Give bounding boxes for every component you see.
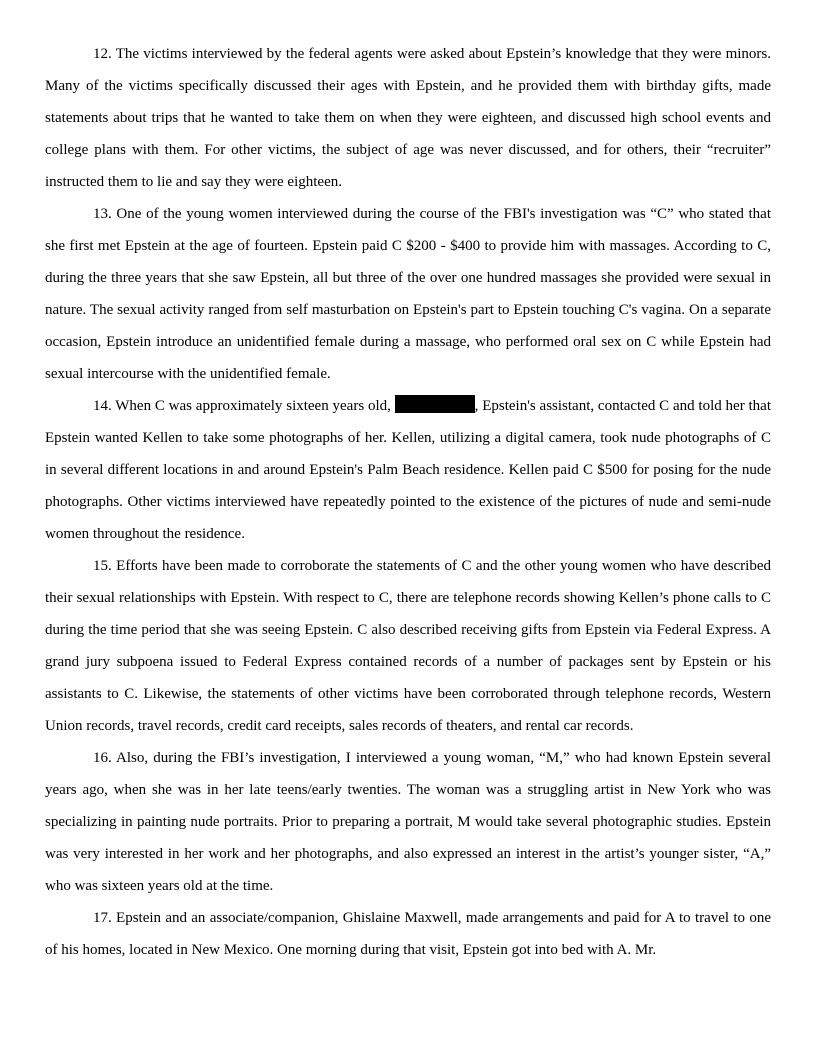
document-page (45, 38, 771, 966)
redaction-block (395, 395, 475, 413)
paragraph-15: 15. Efforts have been made to corroborate the statements of C and the other young women who have described their sexual relationships with Epstein. With respect to C, there are telephone records showing Kellen’s phone calls to C during the time period that she was seeing Epstein. C also described receiving gifts from Epstein via Federal Express. A grand jury subpoena issued to Federal Express contained records of a number of packages sent by Epstein or his assistants to C. Likewise, the statements of other victims have been corroborated through telephone records, Western Union records, travel records, credit card receipts, sales records of theaters, and rental car records. (45, 558, 771, 734)
paragraph-14 (45, 390, 771, 550)
paragraph-13: 13. One of the young women interviewed during the course of the FBI's investigation was “C” who stated that she first met Epstein at the age of fourteen. Epstein paid C $200 - $400 to provide him with massages. According to C, during the three years that she saw Epstein, all but three of the over one hundred massages she provided were sexual in nature. The sexual activity ranged from self masturbation on Epstein's part to Epstein touching C's vagina. On a separate occasion, Epstein introduce an unidentified female during a massage, who performed oral sex on C while Epstein had sexual intercourse with the unidentified female. (45, 206, 771, 382)
paragraph-14-text-end: , Epstein's assistant, contacted C and told her that Epstein wanted Kellen to take some photographs of her. Kellen, utilizing a digital camera, took nude photographs of C in several different locations in and around Epstein's Palm Beach residence. Kellen paid C $500 for posing for the nude photographs. Other victims interviewed have repeatedly pointed to the existence of the pictures of nude and semi-nude women throughout the residence. (45, 398, 771, 542)
paragraph-16: 16. Also, during the FBI’s investigation, I interviewed a young woman, “M,” who had known Epstein several years ago, when she was in her late teens/early twenties. The woman was a struggling artist in New York who was specializing in painting nude portraits. Prior to preparing a portrait, M would take several photographic studies. Epstein was very interested in her work and her photographs, and also expressed an interest in the artist’s younger sister, “A,” who was sixteen years old at the time. (45, 750, 771, 894)
paragraph-12: 12. The victims interviewed by the federal agents were asked about Epstein’s knowledge that they were minors. Many of the victims specifically discussed their ages with Epstein, and he provided them with birthday gifts, made statements about trips that he wanted to take them on when they were eighteen, and discussed high school events and college plans with them. For other victims, the subject of age was never discussed, and for others, their “recruiter” instructed them to lie and say they were eighteen. (45, 46, 771, 190)
paragraph-14-text-start: 14. When C was approximately sixteen years old, (93, 398, 395, 414)
paragraph-17: 17. Epstein and an associate/companion, Ghislaine Maxwell, made arrangements and paid for A to travel to one of his homes, located in New Mexico. One morning during that visit, Epstein got into bed with A. Mr. (45, 910, 771, 958)
